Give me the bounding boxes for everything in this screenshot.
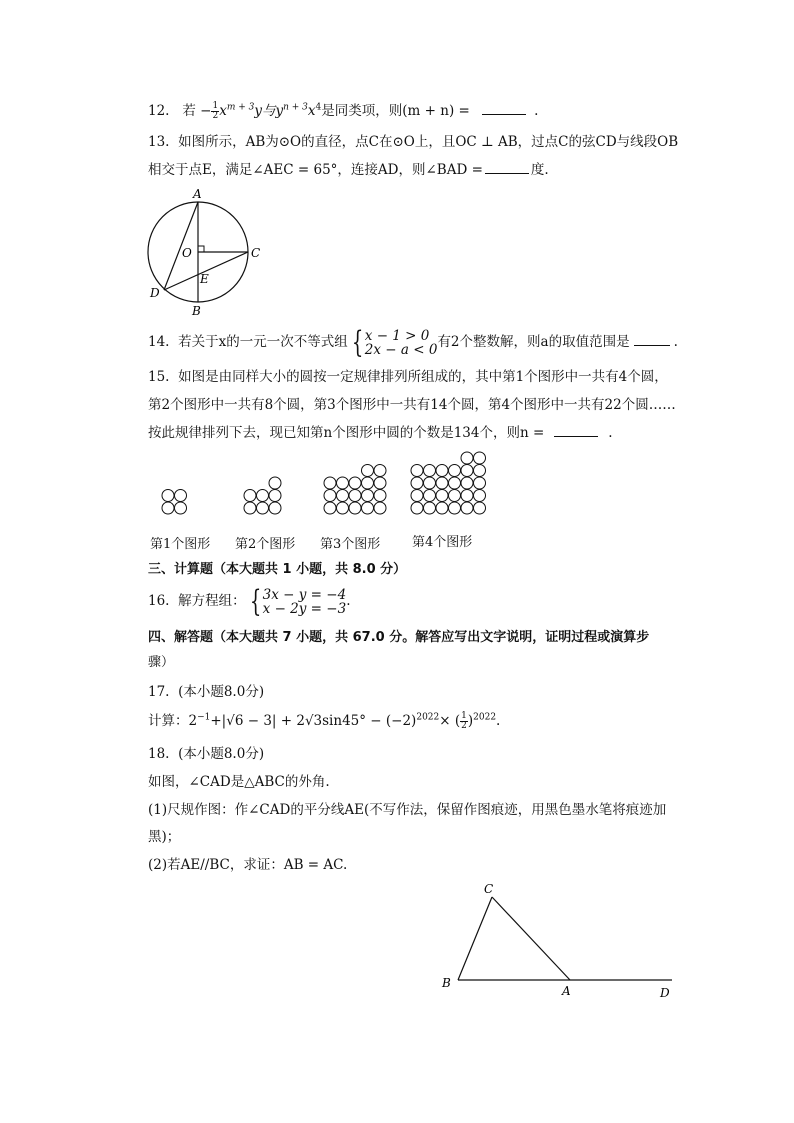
pattern-circle: [424, 477, 436, 489]
caption-figure-3: 第3个图形: [320, 537, 381, 552]
label-a: A: [193, 187, 202, 201]
pattern-circle: [257, 490, 269, 502]
caption-figure-4: 第4个图形: [412, 535, 473, 550]
section-4-heading: 四、解答题（本大题共 7 小题，共 67.0 分。解答应写出文字说明，证明过程或演算步: [148, 630, 650, 645]
pattern-circle: [449, 490, 461, 502]
pattern-circle: [461, 465, 473, 477]
pattern-circle: [324, 502, 336, 514]
pattern-circle: [269, 490, 281, 502]
pattern-circle: [362, 465, 374, 477]
section-4-heading-cont: 骤）: [148, 655, 175, 670]
question-18-line4: (2)若AE//BC，求证：AB = AC.: [148, 857, 348, 873]
label-c: C: [484, 882, 494, 896]
pattern-circle: [349, 502, 361, 514]
answer-blank[interactable]: [554, 424, 598, 437]
inequality-system: x − 1 > 0 2x − a < 0: [364, 327, 438, 358]
pattern-circle: [337, 477, 349, 489]
side-bc: [458, 897, 492, 980]
caption-figure-2: 第2个图形: [235, 537, 296, 552]
question-16: 16. 解方程组： { 3x − y = −4 x − 2y = −3 .: [148, 583, 351, 619]
pattern-circle: [244, 490, 256, 502]
label-e: E: [200, 272, 209, 286]
pattern-circle: [269, 477, 281, 489]
pattern-circle: [337, 490, 349, 502]
question-15-line3: 按此规律排列下去，现已知第n个图形中圆的个数是134个，则n = .: [148, 425, 613, 441]
question-13-line2: 相交于点E，满足∠AEC = 65°，连接AD，则∠BAD = 度.: [148, 162, 549, 178]
question-18-line1: 如图，∠CAD是△ABC的外角.: [148, 774, 330, 790]
label-o: O: [182, 246, 192, 260]
pattern-circle: [374, 465, 386, 477]
label-a: A: [562, 984, 571, 998]
pattern-circle: [175, 490, 187, 502]
fraction: $\frac{1}{2}$: [461, 711, 467, 731]
circle-diagram: [140, 185, 270, 320]
equation-system: 3x − y = −4 x − 2y = −3: [262, 586, 347, 617]
pattern-circle: [449, 477, 461, 489]
fraction: $\frac{1}{2}$: [212, 101, 219, 121]
pattern-circle: [362, 502, 374, 514]
pattern-circle: [474, 452, 486, 464]
pattern-circle: [436, 502, 448, 514]
pattern-circle: [411, 502, 423, 514]
pattern-circle: [411, 490, 423, 502]
pattern-circle: [461, 477, 473, 489]
question-18-line2: (1)尺规作图：作∠CAD的平分线AE(不写作法，保留作图痕迹，用黑色墨水笔将痕迹加: [148, 802, 667, 818]
pattern-circle: [374, 502, 386, 514]
question-14: 14. 若关于x的一元一次不等式组 { x − 1 > 0 2x − a < 0 有2个整数解，则a的取值范围是 .: [148, 324, 678, 360]
circle-pattern-figure: [150, 445, 490, 520]
pattern-circle: [362, 490, 374, 502]
question-17-expression: 计算：$2^{-1}+|√6 - 3| + 2√3\sin 45^\circ - (-2)^{2022}\times$ ( $\frac{1}{2}$ )$^{2022}$.: [148, 711, 501, 731]
pattern-circle: [244, 502, 256, 514]
pattern-circle: [474, 502, 486, 514]
answer-blank[interactable]: [634, 333, 670, 346]
pattern-circle: [349, 490, 361, 502]
pattern-circle: [474, 490, 486, 502]
pattern-circle: [449, 465, 461, 477]
label-d: D: [660, 986, 670, 1000]
label-b: B: [192, 304, 201, 318]
section-3-heading: 三、计算题（本大题共 1 小题，共 8.0 分）: [148, 562, 407, 577]
pattern-circle: [374, 477, 386, 489]
question-12: 12. 若 − $\frac{1}{2}$ $x^{m + 3}y$与$y^{n + 3}x^4$是同类项，则(m + n) = .: [148, 101, 539, 121]
pattern-circle: [436, 490, 448, 502]
answer-blank[interactable]: [485, 161, 529, 174]
pattern-circle: [474, 477, 486, 489]
right-angle-mark: [198, 246, 204, 252]
pattern-circle: [175, 502, 187, 514]
question-13-line1: 13. 如图所示，AB为⊙O的直径，点C在⊙O上，且OC ⊥ AB，过点C的弦CD与线段OB: [148, 134, 679, 150]
pattern-circle: [474, 465, 486, 477]
question-18-header: 18. (本小题8.0分): [148, 746, 265, 762]
caption-figure-1: 第1个图形: [150, 537, 211, 552]
pattern-circle: [324, 477, 336, 489]
pattern-circle: [449, 502, 461, 514]
pattern-circle: [162, 502, 174, 514]
pattern-circle: [424, 502, 436, 514]
pattern-circle: [337, 502, 349, 514]
pattern-circle: [461, 452, 473, 464]
pattern-circle: [411, 477, 423, 489]
question-15-line1: 15. 如图是由同样大小的圆按一定规律排列所组成的，其中第1个图形中一共有4个圆，: [148, 369, 668, 385]
label-d: D: [150, 286, 160, 300]
pattern-circle: [461, 490, 473, 502]
pattern-circle: [461, 502, 473, 514]
pattern-circle: [436, 477, 448, 489]
question-17-header: 17. (本小题8.0分): [148, 684, 265, 700]
pattern-circle: [411, 465, 423, 477]
pattern-circle: [257, 502, 269, 514]
question-15-line2: 第2个图形中一共有8个圆，第3个图形中一共有14个圆，第4个图形中一共有22个圆……: [148, 397, 676, 413]
pattern-circle: [324, 490, 336, 502]
question-18-line3: 黑)；: [148, 829, 181, 845]
triangle-diagram: [430, 875, 690, 1005]
pattern-circle: [362, 477, 374, 489]
pattern-circle: [436, 465, 448, 477]
answer-blank[interactable]: [482, 102, 526, 115]
pattern-circle: [269, 502, 281, 514]
pattern-circle: [424, 490, 436, 502]
pattern-circle: [349, 477, 361, 489]
label-b: B: [442, 976, 451, 990]
side-ca: [492, 897, 570, 980]
pattern-circle: [424, 465, 436, 477]
pattern-circle: [374, 490, 386, 502]
label-c: C: [251, 246, 261, 260]
pattern-circle: [162, 490, 174, 502]
